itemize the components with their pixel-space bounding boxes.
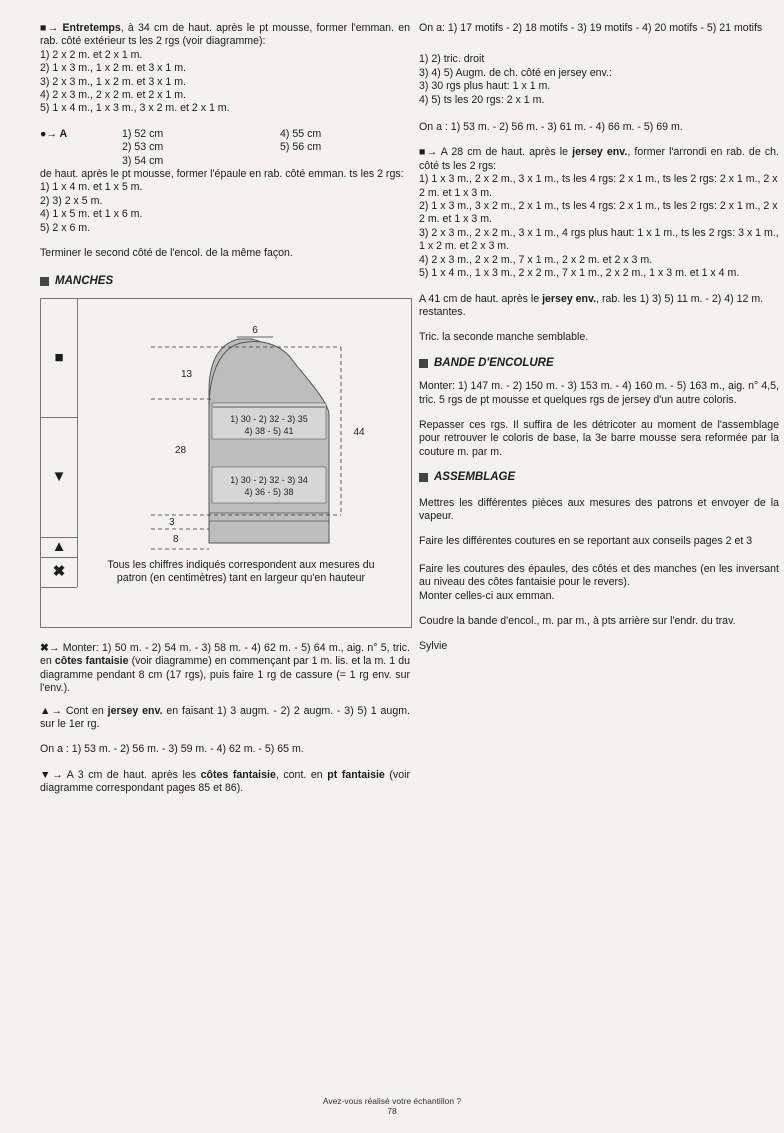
monter-bold: côtes fantaisie <box>54 655 129 668</box>
cont-text-b: en faisant 1) 3 augm. - 2) 2 augm. - 3) 5) 1 augm. sur le 1er rg. <box>40 704 410 730</box>
a3cm-text-a: A 3 cm de haut. après les <box>62 768 201 781</box>
dim-label-3: 3 <box>169 516 175 528</box>
lower-width-label-1: 1) 30 - 2) 32 - 3) 34 <box>230 474 308 485</box>
entretemps-bold: Entretemps <box>62 22 121 34</box>
diagram-caption: Tous les chiffres indiqués correspondent aux mesures du patron (en centimètres) tant en largeur qu'en hauteur <box>107 558 375 584</box>
instruction-line: 5) 1 x 4 m., 1 x 3 m., 2 x 2 m., 7 x 1 m., 2 x 2 m., 1 x 3 m. et 1 x 4 m. <box>419 267 740 280</box>
section-title: MANCHES <box>55 274 114 287</box>
section-manches <box>40 275 410 288</box>
on-a-count-1: On a : 1) 53 m. - 2) 56 m. - 3) 59 m. - 4) 62 m. - 5) 65 m. <box>40 743 304 756</box>
a41-text-b: , rab. les 1) 3) 5) 11 m. - 2) 4) 12 m. restantes. <box>419 292 764 318</box>
a3cm-bold-2: pt fantaisie <box>327 768 385 781</box>
size-value: 5) 56 cm <box>280 141 322 154</box>
a41-paragraph <box>419 293 779 320</box>
a41-text-a: A 41 cm de haut. après le <box>419 292 543 305</box>
sleeve-diagram <box>40 298 412 628</box>
a3cm-text-c: (voir diagramme correspondant pages 85 et 86). <box>40 768 410 795</box>
dim-label-6: 6 <box>252 324 258 336</box>
dim-label-13: 13 <box>181 368 193 380</box>
instruction-line: 4) 5) ts les 20 rgs: 2 x 1 m. <box>419 93 545 106</box>
assemblage-4: Monter celles-ci aux emman. <box>419 589 555 602</box>
cont-bold: jersey env. <box>107 704 163 717</box>
assemblage-1: Mettres les différentes pièces aux mesures des patrons et envoyer de la vapeur. <box>419 496 779 522</box>
symbol-square-icon: ■ <box>41 299 77 418</box>
size-value: 3) 54 cm <box>122 154 164 167</box>
a-block-text: de haut. après le pt mousse, former l'épaule en rab. côté emman. ts les 2 rgs: <box>40 168 404 181</box>
instruction-line: 3) 2 x 3 m., 1 x 2 m. et 3 x 1 m. <box>40 75 187 88</box>
footer-question: Avez-vous réalisé votre échantillon ? <box>322 1096 462 1106</box>
repasser-text: Repasser ces rgs. Il suffira de les détricoter au moment de l'assemblage pour retrouver le coloris de base, la 3e barre mousse sera reformée par la couture m. par m. <box>419 418 779 458</box>
augm-lines <box>419 53 779 107</box>
assemblage-5: Coudre la bande d'encol., m. par m., à pts arrière sur l'endr. du trav. <box>419 615 736 627</box>
a-block-lines <box>40 181 410 235</box>
square-bullet-icon <box>419 473 428 482</box>
section-title: BANDE D'ENCOLURE <box>434 356 554 369</box>
cont-text-a: Cont en <box>61 704 108 717</box>
instruction-line: 5) 1 x 4 m., 1 x 3 m., 3 x 2 m. et 2 x 1 m. <box>40 102 230 115</box>
size-value: 4) 55 cm <box>280 127 322 140</box>
size-value: 1) 52 cm <box>122 127 164 140</box>
marker-down-arrow: ▼→ <box>40 768 63 781</box>
instruction-line: 2) 1 x 3 m., 1 x 2 m. et 3 x 1 m. <box>40 62 187 75</box>
marker-up-arrow: ▲→ <box>40 704 62 717</box>
left-column <box>40 22 410 805</box>
a28-intro <box>419 146 779 173</box>
a-sizes-grid <box>40 128 410 168</box>
upper-width-label-2: 4) 38 - 5) 41 <box>244 425 294 436</box>
instruction-line: 4) 2 x 3 m., 2 x 2 m., 7 x 1 m., 2 x 2 m. et 2 x 3 m. <box>419 253 653 266</box>
on-a-count-2: On a : 1) 53 m. - 2) 56 m. - 3) 61 m. - 4) 66 m. - 5) 69 m. <box>419 121 683 134</box>
entretemps-lines <box>40 49 410 116</box>
entretemps-text: , à 34 cm de haut. après le pt mousse, former l'emman. en rab. côté extérieur ts les 2 rgs (voir diagramme): <box>40 22 410 48</box>
a28-bold: jersey env. <box>572 146 628 159</box>
marker-cross-arrow: ✖→ <box>40 641 60 654</box>
square-bullet-icon <box>419 359 428 368</box>
marker-circle-a: ●→ A <box>40 127 68 140</box>
a41-bold: jersey env. <box>542 292 597 305</box>
on-a-motifs: On a: 1) 17 motifs - 2) 18 motifs - 3) 19 motifs - 4) 20 motifs - 5) 21 motifs <box>419 22 763 34</box>
sleeve-drawing <box>41 299 411 559</box>
dim-label-44: 44 <box>353 426 365 438</box>
dim-label-28: 28 <box>175 444 187 456</box>
instruction-line: 3) 30 rgs plus haut: 1 x 1 m. <box>419 80 551 93</box>
a3cm-text-b: , cont. en <box>275 768 328 781</box>
lower-width-label-2: 4) 36 - 5) 38 <box>244 486 294 497</box>
monter-text-a: Monter: 1) 50 m. - 2) 54 m. - 3) 58 m. - 4) 62 m. - 5) 64 m., aig. n° 5, tric. en <box>40 641 410 668</box>
section-bande <box>419 357 779 370</box>
monter-text-b: (voir diagramme) en commençant par 1 m. lis. et la m. 1 du diagramme pendant 8 cm (17 rgs), puis faire 1 rg de cassure (= 1 rg env. sur l'env.). <box>40 655 410 695</box>
instruction-line: 5) 2 x 6 m. <box>40 221 91 234</box>
right-column <box>419 22 779 663</box>
a28-text-a: A 28 cm de haut. après le <box>437 146 573 159</box>
a28-text-b: , former l'arrondi en rab. de ch. côté ts les 2 rgs: <box>419 146 779 172</box>
instruction-line: 2) 3) 2 x 5 m. <box>40 194 103 207</box>
instruction-line: 4) 1 x 5 m. et 1 x 6 m. <box>40 208 143 221</box>
instruction-line: 1) 2) tric. droit <box>419 53 485 66</box>
a28-lines <box>419 173 779 280</box>
instruction-line: 1) 2 x 2 m. et 2 x 1 m. <box>40 48 143 61</box>
a3cm-paragraph <box>40 769 410 796</box>
instruction-line: 3) 2 x 3 m., 2 x 2 m., 3 x 1 m., 4 rgs plus haut: 1 x 1 m., ts les 2 rgs: 3 x 1 m., 1 x 2 m. et 2 x 3 m. <box>419 226 779 253</box>
dim-label-8: 8 <box>173 533 179 545</box>
assemblage-3: Faire les coutures des épaules, des côtés et des manches (en les inversant au niveau des côtes fantaisie pour le revers). <box>419 562 779 589</box>
bande-text: Monter: 1) 147 m. - 2) 150 m. - 3) 153 m. - 4) 160 m. - 5) 163 m., aig. n° 4,5, tric. 5 rgs de pt mousse et quelques rgs de jersey d'un autre coloris. <box>419 380 779 406</box>
page-footer <box>0 1096 784 1116</box>
signature: Sylvie <box>419 640 448 653</box>
section-assemblage <box>419 471 779 484</box>
terminer-text: Terminer le second côté de l'encol. de la même façon. <box>40 247 293 260</box>
square-bullet-icon <box>40 277 49 286</box>
size-value: 2) 53 cm <box>122 141 164 154</box>
monter-paragraph <box>40 642 410 696</box>
tric-seconde: Tric. la seconde manche semblable. <box>419 331 589 344</box>
a3cm-bold-1: côtes fantaisie <box>200 768 276 781</box>
entretemps-intro <box>40 22 410 49</box>
instruction-line: 1) 1 x 4 m. et 1 x 5 m. <box>40 181 143 194</box>
symbol-cross-icon: ✖ <box>41 557 77 588</box>
upper-width-label-1: 1) 30 - 2) 32 - 3) 35 <box>230 413 308 424</box>
symbol-down-triangle-icon: ▼ <box>41 417 77 538</box>
instruction-line: 2) 1 x 3 m., 3 x 2 m., 2 x 1 m., ts les 4 rgs: 2 x 1 m., ts les 2 rgs: 2 x 1 m., 2 x 2 m. et 1 x 3 m. <box>419 200 778 226</box>
marker-square-arrow: ■→ <box>40 22 59 34</box>
assemblage-2: Faire les différentes coutures en se reportant aux conseils pages 2 et 3 <box>419 535 753 548</box>
instruction-line: 4) 2 x 3 m., 2 x 2 m. et 2 x 1 m. <box>40 89 187 102</box>
page-number: 78 <box>387 1106 397 1116</box>
cont-paragraph <box>40 705 410 732</box>
instruction-line: 3) 4) 5) Augm. de ch. côté en jersey env.: <box>419 66 612 79</box>
section-title: ASSEMBLAGE <box>434 471 516 484</box>
symbol-up-triangle-icon: ▲ <box>41 537 77 558</box>
marker-square-arrow: ■→ <box>419 146 438 159</box>
instruction-line: 1) 1 x 3 m., 2 x 2 m., 3 x 1 m., ts les 4 rgs: 2 x 1 m., ts les 2 rgs: 2 x 1 m., 2 x 2 m. et 1 x 3 m. <box>419 173 778 199</box>
lower-width-box <box>212 467 326 503</box>
